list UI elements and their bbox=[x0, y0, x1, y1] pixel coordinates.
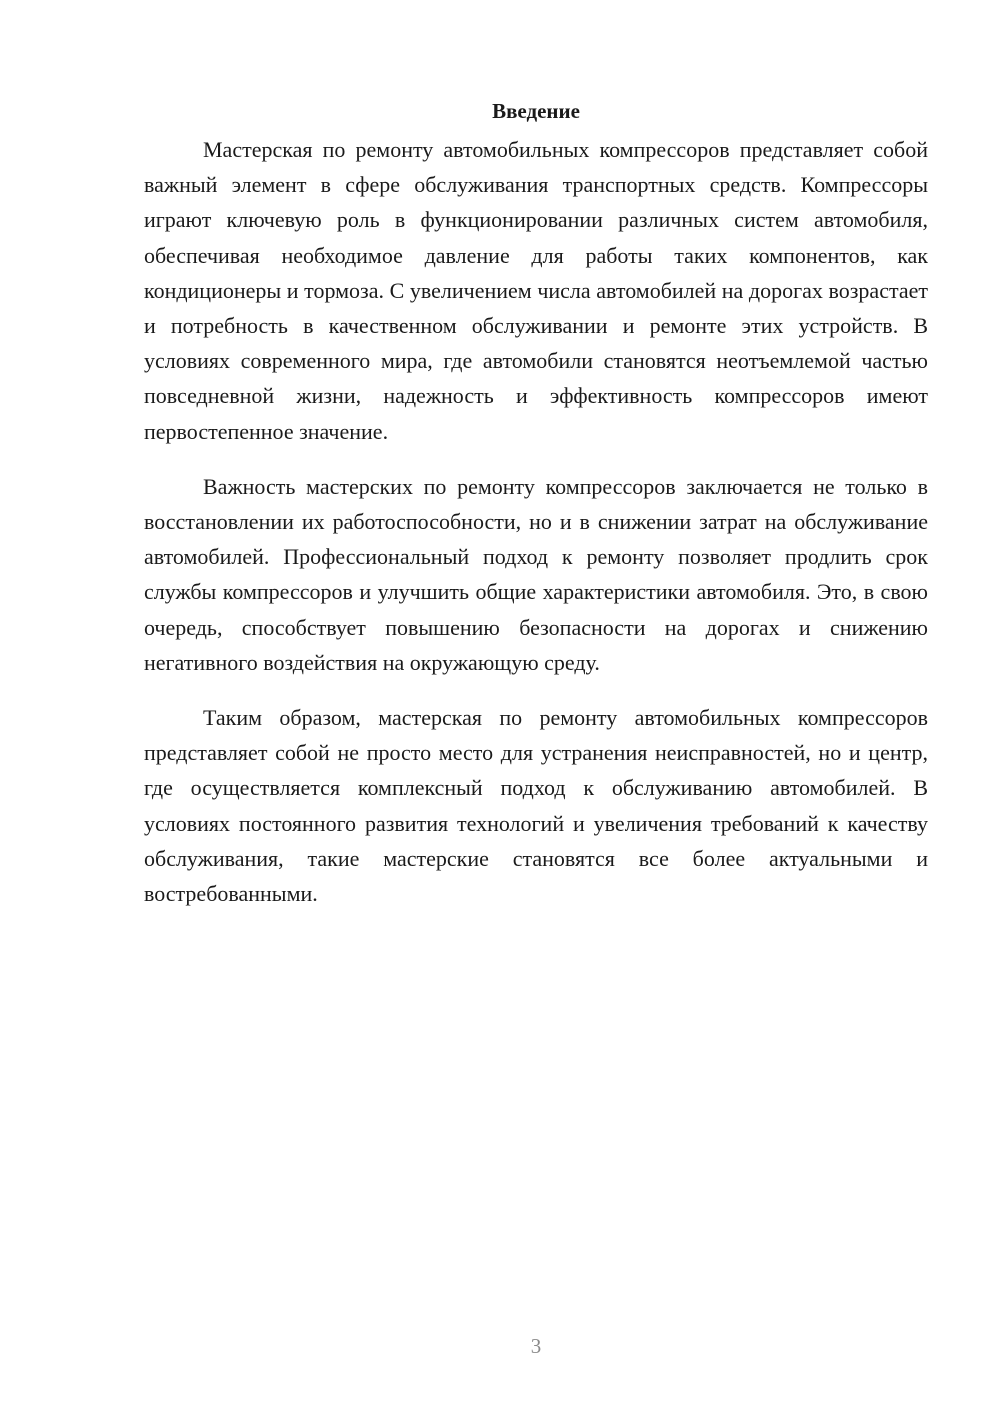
paragraph-2: Важность мастерских по ремонту компрессоров заключается не только в восстановлении их работоспособности, но и в снижении затрат на обслуживание автомобилей. Профессиональный подход к ремонту позволяет продлить срок службы компрессоров и улучшить общие характеристики автомобиля. Это, в свою очередь, способствует повышению безопасности на дорогах и снижению негативного воздействия на окружающую среду. bbox=[144, 473, 928, 675]
paragraph-3: Таким образом, мастерская по ремонту автомобильных компрессоров представляет собой не просто место для устранения неисправностей, но и центр, где осуществляется комплексный подход к обслуживанию автомобилей. В условиях постоянного развития технологий и увеличения требований к качеству обслуживания, такие мастерские становятся все более актуальными и востребованными. bbox=[144, 705, 928, 907]
section-heading: Введение bbox=[492, 99, 580, 123]
page-number: 3 bbox=[530, 1334, 542, 1358]
paragraph-1: Мастерская по ремонту автомобильных компрессоров представляет собой важный элемент в сфере обслуживания транспортных средств. Компрессоры играют ключевую роль в функционировании различных систем автомобиля, обеспечивая необходимое давление для работы таких компонентов, как кондиционеры и тормоза. С увеличением числа автомобилей на дорогах возрастает и потребность в качественном обслуживании и ремонте этих устройств. В условиях современного мира, где автомобили становятся неотъемлемой частью повседневной жизни, надежность и эффективность компрессоров имеют первостепенное значение. bbox=[144, 137, 928, 444]
page-content bbox=[144, 96, 928, 911]
